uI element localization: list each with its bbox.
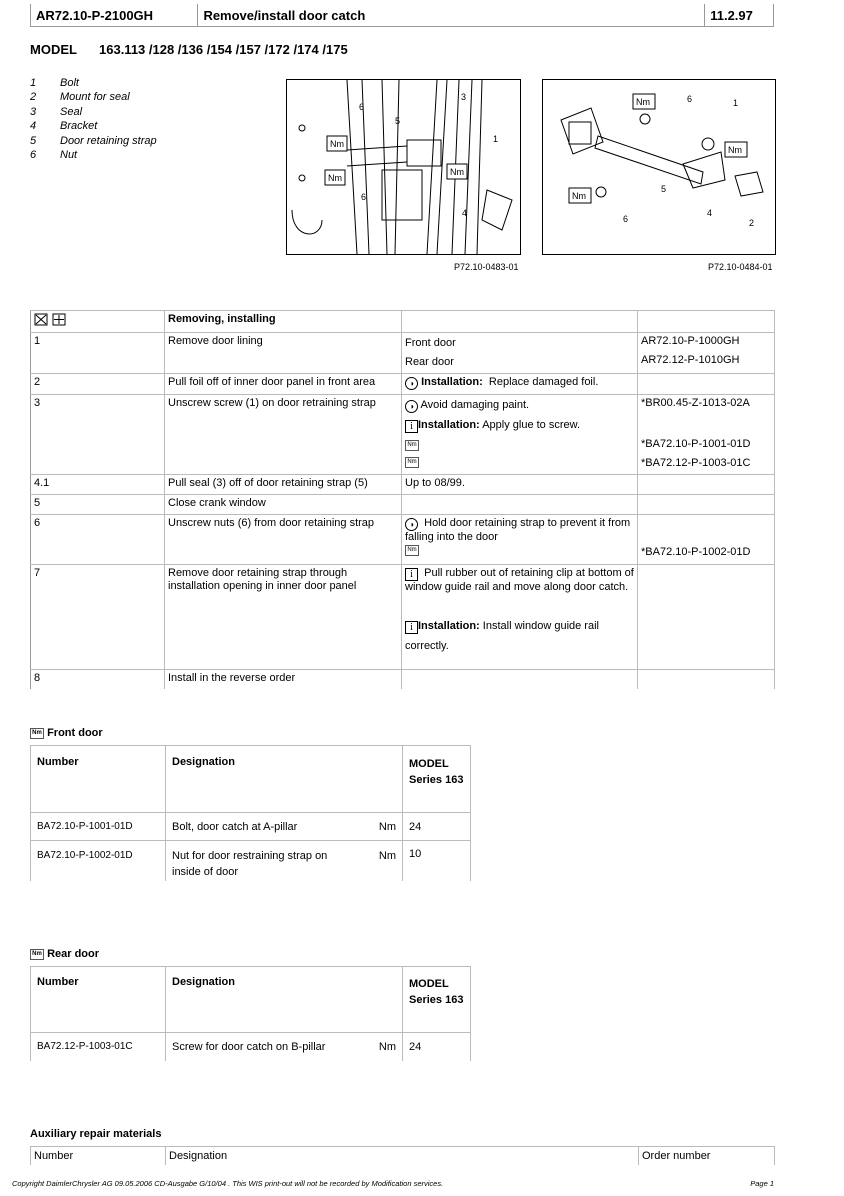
torque-icon: Nm — [30, 949, 44, 960]
callout-5: 5 — [661, 184, 667, 194]
callout-4: 4 — [462, 208, 468, 218]
aux-materials-table: Number Designation Order number — [30, 1146, 775, 1165]
caution-icon: ◑ — [405, 400, 418, 413]
aux-materials-title: Auxiliary repair materials — [30, 1128, 162, 1140]
legend — [30, 76, 157, 162]
nm-label: Nm — [572, 191, 586, 201]
doc-id: AR72.10-P-2100GH — [31, 4, 198, 26]
nm-label: Nm — [328, 173, 342, 183]
document-header — [30, 4, 774, 26]
reference-link[interactable]: *BA72.12-P-1003-01C — [641, 457, 751, 469]
callout-3: 3 — [461, 92, 467, 102]
reference-link[interactable]: *BA72.10-P-1002-01D — [641, 546, 751, 558]
callout-4: 4 — [707, 208, 713, 218]
caution-icon: ◑ — [405, 377, 418, 390]
header-divider — [30, 26, 774, 27]
table-row: 7 Remove door retaining strap through installation opening in inner door panel i Pull rubber out of retaining clip at bottom of window guide rail and move along door catch. i Installation: Install window guide rail correctly. — [31, 565, 775, 670]
rear-door-torque-table: Number Designation MODEL Series 163 BA72.12-P-1003-01C Screw for door catch on B-pillar Nm 24 — [30, 966, 471, 1061]
torque-icon: Nm — [405, 440, 419, 451]
copyright-text: Copyright DaimlerChrysler AG 09.05.2006 CD-Ausgabe G/10/04 . This WIS print-out will not be recorded by Modification services. — [12, 1179, 444, 1188]
table-header-row — [31, 311, 775, 333]
legend-item: 4 Bracket — [30, 120, 98, 133]
info-icon: i — [405, 568, 418, 581]
reference-link[interactable]: AR72.10-P-1000GH — [641, 335, 740, 347]
table-row: 4.1 Pull seal (3) off of door retaining strap (5) Up to 08/99. — [31, 475, 775, 495]
info-icon: i — [405, 420, 418, 433]
door-catch-exploded-illustration — [543, 80, 775, 254]
doc-date: 11.2.97 — [705, 4, 774, 26]
torque-icon: Nm — [405, 545, 419, 556]
legend-item: 6 Nut — [30, 149, 78, 162]
footer — [12, 1179, 774, 1188]
model-value: 163.113 /128 /136 /154 /157 /172 /174 /175 — [99, 42, 348, 57]
torque-icon: Nm — [405, 457, 419, 468]
expand-collapse-icons[interactable] — [31, 311, 165, 333]
door-catch-installed-illustration — [287, 80, 520, 254]
table-row: 5 Close crank window — [31, 495, 775, 515]
callout-6: 6 — [623, 214, 629, 224]
reference-link[interactable]: *BA72.10-P-1001-01D — [641, 438, 751, 450]
torque-icon: Nm — [30, 728, 44, 739]
caution-icon: ◑ — [405, 518, 418, 531]
page-number: Page 1 — [750, 1179, 774, 1188]
callout-6: 6 — [687, 94, 693, 104]
rear-door-title: Nm Rear door — [30, 948, 99, 960]
callout-1: 1 — [733, 98, 739, 108]
figure-door-catch-installed — [286, 79, 521, 255]
figure-caption: P72.10-0484-01 — [708, 262, 773, 272]
nm-label: Nm — [728, 145, 742, 155]
model-label: MODEL — [30, 42, 77, 57]
model-line — [30, 42, 348, 57]
legend-item: 5 Door retaining strap — [30, 134, 157, 147]
callout-2: 2 — [749, 218, 755, 228]
table-row: 6 Unscrew nuts (6) from door retaining strap ◑ Hold door retaining strap to prevent it from falling into the door Nm *BA72.10-P-1002-01D — [31, 515, 775, 565]
front-door-torque-table: Number Designation MODEL Series 163 BA72.10-P-1001-01D Bolt, door catch at A-pillar Nm 24 BA72.10-P-1002-01D Nm Nut for door restraining strap on inside of door 10 — [30, 745, 471, 881]
table-section-title: Removing, installing — [165, 311, 402, 333]
table-row: 3 Unscrew screw (1) on door retraining strap ◑ Avoid damaging paint. i Installation: Apply glue to screw. Nm Nm *BR00.45-Z-1013-02A *BA72.10-P-1001-01D *BA72.12-P-1003-01C — [31, 395, 775, 475]
info-icon: i — [405, 621, 418, 634]
figure-door-catch-exploded — [542, 79, 776, 255]
expand-icon[interactable] — [34, 313, 68, 326]
table-row: 1 Remove door lining Front door Rear door AR72.10-P-1000GH AR72.12-P-1010GH — [31, 333, 775, 374]
callout-5: 5 — [395, 116, 401, 126]
front-door-title: Nm Front door — [30, 727, 103, 739]
callout-6: 6 — [361, 192, 367, 202]
table-row: 8 Install in the reverse order — [31, 670, 775, 689]
table-row: 2 Pull foil off of inner door panel in front area ◑ Installation: Replace damaged foil. — [31, 374, 775, 395]
figure-caption: P72.10-0483-01 — [454, 262, 519, 272]
table-row: BA72.10-P-1001-01D Bolt, door catch at A-pillar Nm 24 — [31, 813, 471, 841]
reference-link[interactable]: *BR00.45-Z-1013-02A — [641, 397, 750, 409]
legend-item: 2 Mount for seal — [30, 91, 130, 104]
doc-title: Remove/install door catch — [198, 4, 705, 26]
nm-label: Nm — [330, 139, 344, 149]
nm-label: Nm — [636, 97, 650, 107]
table-row: BA72.12-P-1003-01C Screw for door catch on B-pillar Nm 24 — [31, 1033, 471, 1061]
legend-item: 3 Seal — [30, 105, 83, 118]
callout-6: 6 — [359, 102, 365, 112]
procedure-table — [30, 310, 775, 689]
callout-1: 1 — [493, 134, 499, 144]
table-row: BA72.10-P-1002-01D Nm Nut for door restraining strap on inside of door 10 — [31, 841, 471, 881]
nm-label: Nm — [450, 167, 464, 177]
legend-item: 1 Bolt — [30, 77, 79, 89]
reference-link[interactable]: AR72.12-P-1010GH — [641, 354, 740, 366]
